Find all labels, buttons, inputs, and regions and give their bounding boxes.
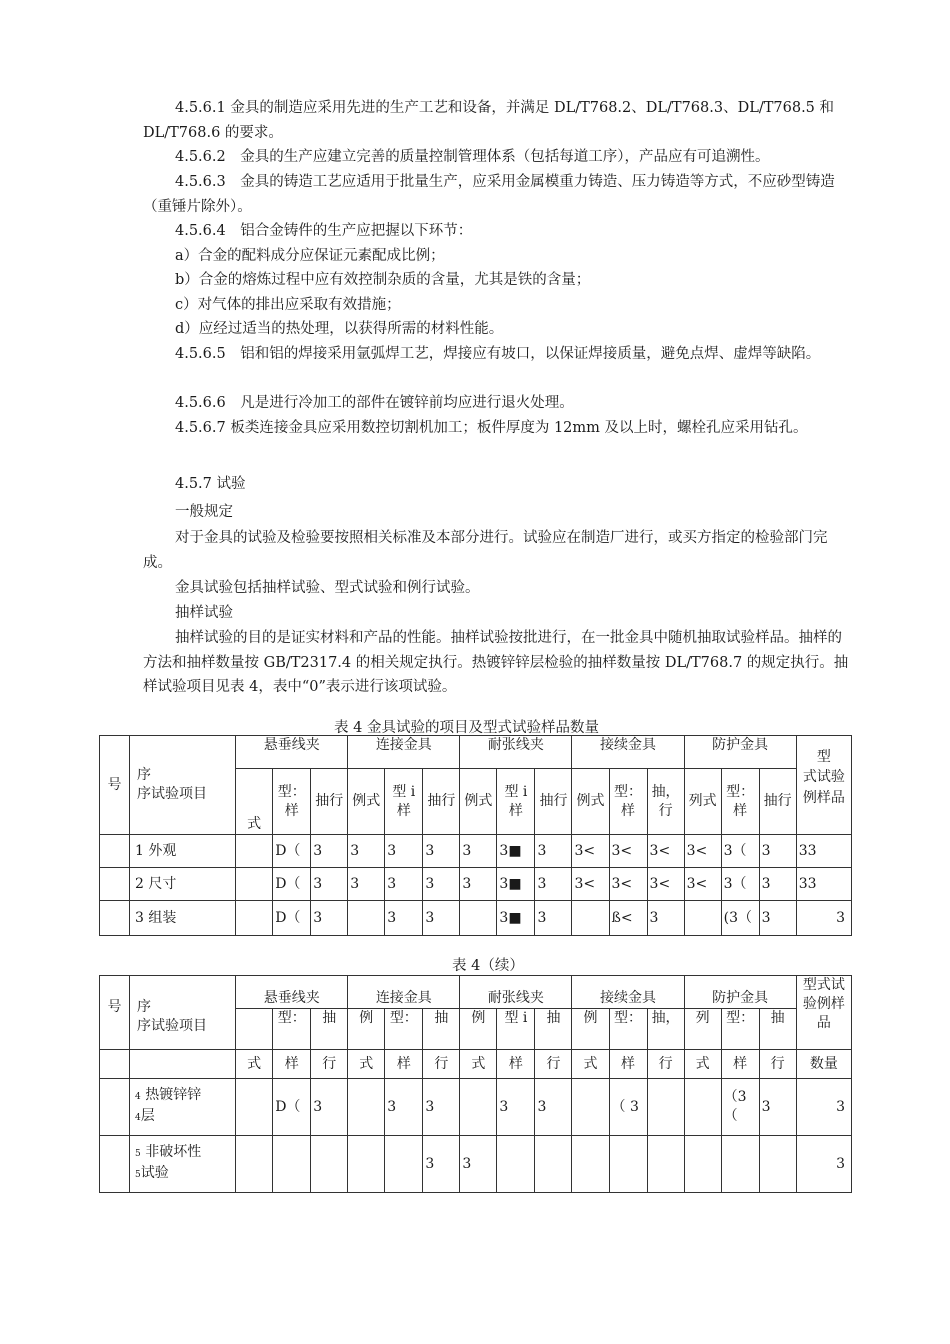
sub-header: 式 [684, 1050, 721, 1079]
sub-header: 型： [721, 1009, 759, 1050]
table-row [100, 901, 852, 936]
sub-header: 列 [684, 1009, 721, 1050]
list-item-c: c）对气体的排出应采取有效措施； [175, 297, 401, 313]
cell: 3 [423, 1079, 460, 1136]
cell: 3■ [497, 901, 535, 936]
cell: 3 [460, 1136, 497, 1193]
para-test-types: 金具试验包括抽样试验、型式试验和例行试验。 [175, 580, 480, 596]
header-item-cell [130, 736, 236, 835]
cell: 3 [348, 868, 385, 901]
group-tension-clamp: 耐张线夹 [460, 976, 572, 1009]
sub-header: 型：样 [721, 769, 759, 835]
table-row [100, 1079, 852, 1136]
section-heading-4-5-7: 4.5.7 试验 [175, 476, 246, 492]
para-4-5-6-2: 4.5.6.2 金具的生产应建立完善的质量控制管理体系（包括每道工序），产品应有可追溯性。 [175, 149, 770, 165]
cell [460, 1079, 497, 1136]
subheading-general: 一般规定 [175, 504, 233, 520]
table-row [100, 835, 852, 868]
cell: 3 [385, 835, 423, 868]
cell: 3< [647, 835, 684, 868]
cell [236, 1079, 273, 1136]
sub-header: 型：样 [609, 769, 647, 835]
list-item-b: b）合金的熔炼过程中应有效控制杂质的含量，尤其是铁的含量； [175, 272, 591, 288]
sub-header: 抽行 [423, 769, 460, 835]
cell: 3 [759, 1079, 796, 1136]
cell: D（ [273, 868, 311, 901]
cell: 3 [460, 868, 497, 901]
sub-header: 抽，行 [647, 769, 684, 835]
header-seq: 序 [137, 767, 152, 783]
cell: 3 [759, 868, 796, 901]
cell: （ 3 [609, 1079, 647, 1136]
cell: 3 [311, 1079, 348, 1136]
sub-header: 型 i 样 [385, 769, 423, 835]
sub-header: 式 [460, 1050, 497, 1079]
header-type-test-samples [796, 736, 851, 835]
test-items-table [99, 735, 852, 936]
cell: 3< [572, 835, 609, 868]
row-item-name-cell [130, 1136, 236, 1193]
test-items-table-continued [99, 975, 852, 1193]
cell [721, 1136, 759, 1193]
cell [684, 901, 721, 936]
cell [647, 1136, 684, 1193]
group-protective-fitting: 防护金具 [684, 976, 796, 1009]
group-splicing-fitting: 接续金具 [572, 976, 684, 1009]
cell: 3 [796, 1079, 851, 1136]
cell [236, 901, 273, 936]
cell [535, 1136, 572, 1193]
cell: D（ [273, 1079, 311, 1136]
sub-header: 抽， [647, 1009, 684, 1050]
sub-header: 例式 [348, 769, 385, 835]
para-general-rules: 对于金具的试验及检验要按照相关标准及本部分进行。试验应在制造厂进行，或买方指定的检验部门完成。 [143, 530, 828, 571]
cell [647, 1079, 684, 1136]
cell: 3 [535, 901, 572, 936]
cell: 3 [535, 868, 572, 901]
sub-header: 行 [311, 1050, 348, 1079]
para-4-5-6-3: 4.5.6.3 金具的铸造工艺应适用于批量生产，应采用金属模重力铸造、压力铸造等方式，不应砂型铸造（重锤片除外）。 [143, 174, 835, 215]
cell [609, 1136, 647, 1193]
cell: 3 [385, 901, 423, 936]
cell [311, 1136, 348, 1193]
para-4-5-6-7: 4.5.6.7 板类连接金具应采用数控切割机加工；板件厚度为 12mm 及以上时，螺栓孔应采用钻孔。 [175, 420, 808, 436]
row-num: 5 [135, 1149, 141, 1159]
cell [348, 901, 385, 936]
sub-header: 式 [348, 1050, 385, 1079]
sub-header: 样 [497, 1050, 535, 1079]
group-tension-clamp: 耐张线夹 [460, 736, 572, 769]
para-4-5-6-6: 4.5.6.6 凡是进行冷加工的部件在镀锌前均应进行退火处理。 [175, 395, 574, 411]
group-connecting-fitting: 连接金具 [348, 976, 460, 1009]
cell: 3 [535, 1079, 572, 1136]
table-row [100, 1136, 852, 1193]
sub-header: 抽 [759, 1009, 796, 1050]
group-protective-fitting: 防护金具 [684, 736, 796, 769]
sub-header: 样 [385, 1050, 423, 1079]
cell [759, 1136, 796, 1193]
group-suspension-clamp: 悬垂线夹 [236, 736, 348, 769]
cell: 3< [684, 835, 721, 868]
sub-header: 行 [647, 1050, 684, 1079]
row-num: 5 [135, 1170, 141, 1180]
para-4-5-6-1: 4.5.6.1 金具的制造应采用先进的生产工艺和设备，并满足 DL/T768.2、DL/T768.3、DL/T768.5 和 DL/T768.6 的要求。 [143, 100, 835, 141]
sub-header: 抽行 [535, 769, 572, 835]
cell: 3< [609, 868, 647, 901]
header-quantity: 数量 [796, 1050, 851, 1079]
sub-header: 抽行 [759, 769, 796, 835]
list-item-a: a）合金的配料成分应保证元素配成比例； [175, 248, 445, 264]
cell: 3（ [721, 868, 759, 901]
header-no: 号 [100, 736, 130, 835]
cell [460, 901, 497, 936]
group-suspension-clamp: 悬垂线夹 [236, 976, 348, 1009]
cell: 3 [385, 1079, 423, 1136]
cell: 3< [684, 868, 721, 901]
cell [572, 1136, 609, 1193]
cell: 33 [796, 835, 851, 868]
row-item-name-cell [130, 1079, 236, 1136]
sub-header: 抽行 [311, 769, 348, 835]
sub-header: 例式 [572, 769, 609, 835]
cell [684, 1079, 721, 1136]
row-item-name: 2 尺寸 [130, 868, 236, 901]
cell: 3■ [497, 868, 535, 901]
cell: D（ [273, 835, 311, 868]
cell [236, 1136, 273, 1193]
cell: 33 [796, 868, 851, 901]
sub-header: 样 [609, 1050, 647, 1079]
cell: 3 [385, 868, 423, 901]
cell: 3 [796, 1136, 851, 1193]
sub-header: 列式 [684, 769, 721, 835]
cell: 3< [572, 868, 609, 901]
sub-header: 抽 [311, 1009, 348, 1050]
row-item-name: 1 外观 [130, 835, 236, 868]
row-num: 4 [135, 1113, 141, 1123]
cell: 3< [647, 868, 684, 901]
cell: 3 [311, 835, 348, 868]
cell: 3 [535, 835, 572, 868]
cell: 3 [423, 1136, 460, 1193]
cell [572, 1079, 609, 1136]
row-item-name: 热镀锌锌 [145, 1087, 202, 1103]
cell: （3（ [721, 1079, 759, 1136]
sub-header: 型： [609, 1009, 647, 1050]
sub-header: 型： [273, 1009, 311, 1050]
sub-header: 式 [572, 1050, 609, 1079]
cell [385, 1136, 423, 1193]
para-4-5-6-5: 4.5.6.5 铝和铝的焊接采用氩弧焊工艺，焊接应有坡口，以保证焊接质量，避免点焊、虚焊等缺陷。 [175, 346, 821, 362]
sub-header: 例式 [460, 769, 497, 835]
cell: 3 [311, 868, 348, 901]
cell [348, 1136, 385, 1193]
cell: 3 [423, 835, 460, 868]
subheading-sampling: 抽样试验 [175, 605, 233, 621]
sub-header: 行 [423, 1050, 460, 1079]
header-type-test-samples: 型式试验例样品 [796, 976, 851, 1050]
header-seq: 序 [137, 999, 152, 1015]
cell: 3 [311, 901, 348, 936]
header-item: 序试验项目 [137, 1018, 208, 1034]
header-type-line2: 式试验例样品 [802, 769, 845, 806]
cell: ß< [609, 901, 647, 936]
row-item-name-line2: 层 [140, 1108, 155, 1124]
cell: 3 [796, 901, 851, 936]
cell [684, 1136, 721, 1193]
sub-header: 行 [759, 1050, 796, 1079]
header-type-line1: 型 [816, 749, 831, 765]
row-num: 4 [135, 1092, 141, 1102]
sub-header: 型 i [497, 1009, 535, 1050]
header-item: 序试验项目 [137, 786, 208, 802]
para-4-5-6-4: 4.5.6.4 铝合金铸件的生产应把握以下环节： [175, 223, 473, 239]
table-continued-caption: 表 4（续） [452, 958, 524, 974]
cell: 3（ [721, 835, 759, 868]
sub-header: 样 [273, 1050, 311, 1079]
row-item-name-line2: 试验 [140, 1165, 169, 1181]
cell [236, 868, 273, 901]
cell [572, 901, 609, 936]
header-item-cell [130, 976, 236, 1050]
group-splicing-fitting: 接续金具 [572, 736, 684, 769]
cell [348, 1079, 385, 1136]
sub-header: 例 [572, 1009, 609, 1050]
header-no: 号 [100, 976, 130, 1050]
sub-header: 式 [236, 1050, 273, 1079]
cell: 3■ [497, 835, 535, 868]
sub-header: 抽 [423, 1009, 460, 1050]
cell [236, 835, 273, 868]
cell: D（ [273, 901, 311, 936]
sub-header: 式 [236, 769, 273, 835]
sub-header: 抽 [535, 1009, 572, 1050]
sub-header [236, 1009, 273, 1050]
cell: 3 [423, 901, 460, 936]
cell: 3 [460, 835, 497, 868]
cell: 3 [759, 835, 796, 868]
table-row [100, 868, 852, 901]
cell [497, 1136, 535, 1193]
cell [273, 1136, 311, 1193]
cell: 3 [759, 901, 796, 936]
table-caption: 表 4 金具试验的项目及型式试验样品数量 [334, 720, 599, 736]
sub-header: 样 [721, 1050, 759, 1079]
cell: 3< [609, 835, 647, 868]
sub-header: 型 i 样 [497, 769, 535, 835]
cell: 3 [497, 1079, 535, 1136]
sub-header: 例 [460, 1009, 497, 1050]
sub-header: 型：样 [273, 769, 311, 835]
para-sampling: 抽样试验的目的是证实材料和产品的性能。抽样试验按批进行，在一批金具中随机抽取试验样品。抽样的方法和抽样数量按 GB/T2317.4 的相关规定执行。热镀锌锌层检验的抽样数量按 DL/T768.7 的规定执行。抽样试验项目见表 4，表中“0”表示进行该项试验。 [143, 630, 849, 695]
list-item-d: d）应经过适当的热处理，以获得所需的材料性能。 [175, 321, 504, 337]
cell: 3 [348, 835, 385, 868]
row-item-name: 非破坏性 [145, 1144, 202, 1160]
cell: 3 [647, 901, 684, 936]
sub-header: 例 [348, 1009, 385, 1050]
sub-header: 行 [535, 1050, 572, 1079]
cell: 3 [423, 868, 460, 901]
group-connecting-fitting: 连接金具 [348, 736, 460, 769]
sub-header: 型： [385, 1009, 423, 1050]
cell: (3（ [721, 901, 759, 936]
row-item-name: 3 组装 [130, 901, 236, 936]
